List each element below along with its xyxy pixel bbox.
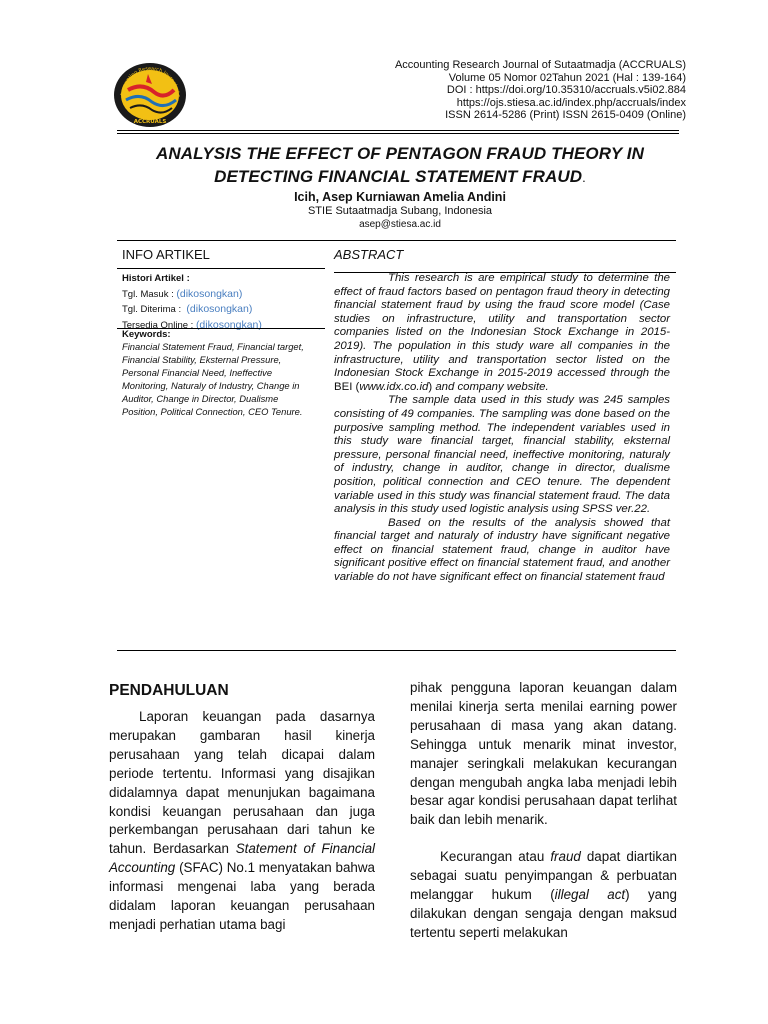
paper-title-line-1: ANALYSIS THE EFFECT OF PENTAGON FRAUD THEORY IN xyxy=(156,144,644,163)
abstract-paragraph-2: The sample data used in this study was 245 samples consisting of 49 companies. The sampling was done based on the purposive sampling method. The independent variables used in this study ware financial target, financial stability, eksternal pressure, personal financial need, ineffective monitoring, naturaly of industry, change in auditor, change in director, dualisme position, political connection and CEO tenure. The dependent variable used in this study was financial statement fraud. The data analysis in this study used logistic analysis using SPSS ver.22. xyxy=(334,394,670,516)
received-value: (dikosongkan) xyxy=(176,287,243,300)
journal-volume: Volume 05 Nomor 02Tahun 2021 (Hal : 139-164) xyxy=(448,71,686,84)
body-paragraph: Kecurangan atau fraud dapat diartikan sebagai suatu penyimpangan & perbuatan melanggar hukum (illegal act) yang dilakukan dengan sengaja dengan maksud tertentu seperti melakukan xyxy=(410,849,678,940)
bei-text: BEI xyxy=(334,380,353,393)
journal-logo xyxy=(112,60,188,128)
body-paragraph: pihak pengguna laporan keuangan dalam menilai kinerja serta menilai earning power perusahaan di masa yang akan datang. Sehingga untuk menarik minat investor, manajer seringkali melakukan kecurangan dengan mengubah angka laba menjadi lebih besar agar kondisi perusahaan dapat terlihat baik dan lebih menarik. xyxy=(410,680,677,828)
author-email: asep@stiesa.ac.id xyxy=(359,219,441,230)
history-title: Histori Artikel : xyxy=(122,273,190,284)
journal-header-info xyxy=(266,59,686,122)
title-period: . xyxy=(582,170,586,185)
abstract-heading: ABSTRACT xyxy=(334,247,404,262)
illegal-act-term: illegal act xyxy=(554,887,626,903)
sfac-term: Statement of Financial Accounting xyxy=(109,841,375,876)
accepted-value: (dikosongkan) xyxy=(186,303,253,315)
authors: Icih, Asep Kurniawan Amelia Andini xyxy=(294,190,506,204)
header-divider-thin xyxy=(117,133,679,134)
abstract-paragraph-1: This research is are empirical study to determine the effect of fraud factors based on pentagon fraud theory in detecting financial statement fraud by using the fraud score model (Case studies on infrastructure, utility and transportation sector companies listed on the Indonesian Stock Exchange in 2015-2019). The population in this study ware all companies in the infrastructure, utility and transportation sector listed on the Indonesian Stock Exchange in 2015-2019 accessed through the BEI (www.idx.co.id) and company website. xyxy=(334,272,670,393)
fraud-term: fraud xyxy=(550,849,581,865)
logo-bottom-text: ACCRUALS xyxy=(133,119,167,125)
info-box-top-rule xyxy=(117,240,676,241)
article-history xyxy=(122,272,322,333)
received-label: Tgl. Masuk : xyxy=(122,288,174,300)
logo-ring-text: Accounting Research Journal of S xyxy=(119,65,181,98)
idx-link[interactable]: www.idx.co.id xyxy=(359,380,429,393)
info-artikel-heading: INFO ARTIKEL xyxy=(122,247,210,262)
body-column-left xyxy=(109,708,375,935)
section-title-pendahuluan: PENDAHULUAN xyxy=(109,682,229,699)
online-value: (dikosongkan) xyxy=(195,318,262,331)
body-column-right xyxy=(410,679,677,943)
journal-doi: DOI : https://doi.org/10.35310/accruals.v5i02.884 xyxy=(446,84,686,97)
info-heading-rule xyxy=(117,268,325,269)
header-divider xyxy=(117,130,679,131)
keywords-title: Keywords: xyxy=(122,329,171,340)
body-paragraph: Laporan keuangan pada dasarnya merupakan gambaran hasil kinerja perusahaan yang telah dicapai dalam periode tertentu. Informasi yang disajikan didalamnya dapat menunjukan bagaimana kondisi keuangan perusahaan dan juga perkembangan perusahaan dari tahun ke tahun. Berdasarkan Statement of Financial Accounting (SFAC) No.1 menyatakan bahwa informasi mengenai laba yang berada didalam laporan keuangan perusahaan menjadi perhatian utama bagi xyxy=(109,709,375,932)
abstract-paragraph-3: Based on the results of the analysis showed that financial target and naturaly of industry have significant negative effect on financial statement fraud, change in auditor have significant positive effect on financial statement fraud, and another variable do not have significant effect on financial statement fraud xyxy=(334,516,670,584)
online-label: Tersedia Online : xyxy=(122,319,194,331)
info-box-bottom-rule xyxy=(117,650,676,651)
affiliation: STIE Sutaatmadja Subang, Indonesia xyxy=(307,205,493,217)
paper-title-line-2: DETECTING FINANCIAL STATEMENT FRAUD xyxy=(214,167,583,186)
history-accepted xyxy=(122,302,322,318)
journal-issn: ISSN 2614-5286 (Print) ISSN 2615-0409 (Online) xyxy=(445,109,686,122)
journal-name: Accounting Research Journal of Sutaatmadja (ACCRUALS) xyxy=(394,59,686,71)
accepted-label: Tgl. Diterima : xyxy=(122,304,182,315)
journal-url: https://ojs.stiesa.ac.id/index.php/accruals/index xyxy=(456,96,686,109)
history-received xyxy=(122,287,322,303)
keywords-list: Financial Statement Fraud, Financial target, Financial Stability, Eksternal Pressure, Personal Financial Need, Ineffective Monitoring, Naturaly of Industry, Change in Auditor, Change in Director, Dualisme Position, Political Connection, CEO Tenure. xyxy=(122,341,304,417)
abstract-text xyxy=(334,272,670,585)
paper-title xyxy=(100,142,700,189)
